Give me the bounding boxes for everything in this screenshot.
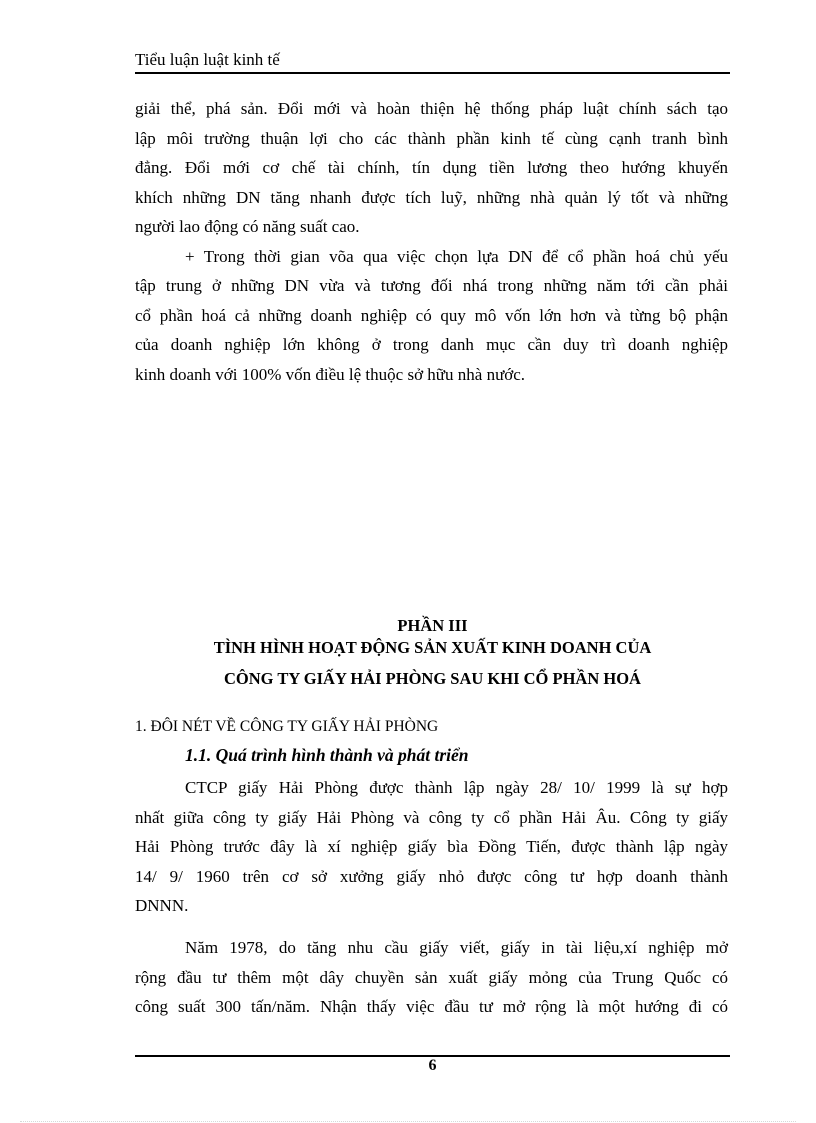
page-edge-divider: [20, 1121, 796, 1122]
text-line: đẳng. Đổi mới cơ chế tài chính, tín dụng tiền lương theo hướng khuyến: [135, 158, 728, 177]
text-line: khích những DN tăng nhanh được tích luỹ, những nhà quản lý tốt và những: [135, 187, 728, 207]
text-line: 14/ 9/ 1960 trên cơ sở xưởng giấy nhỏ được công tư hợp doanh thành: [135, 866, 728, 886]
page-number: 6: [428, 1057, 437, 1074]
paragraph-history: [135, 773, 728, 921]
header-title: Tiểu luận luật kinh tế: [135, 50, 280, 69]
paragraph-reform: [135, 94, 728, 389]
part-label: PHẦN III: [397, 616, 468, 635]
part-title-line-1: TÌNH HÌNH HOẠT ĐỘNG SẢN XUẤT KINH DOANH CỦA: [213, 638, 652, 657]
subsection-heading: 1.1. Quá trình hình thành và phát triển: [185, 745, 469, 765]
text-line: kinh doanh với 100% vốn điều lệ thuộc sở hữu nhà nước.: [135, 364, 526, 384]
text-line: tập trung ở những DN vừa và tương đối nhá trong những năm tới cần phải: [135, 276, 728, 295]
section-heading: 1. ĐÔI NÉT VỀ CÔNG TY GIẤY HẢI PHÒNG: [135, 718, 439, 735]
text-line: CTCP giấy Hải Phòng được thành lập ngày 28/ 10/ 1999 là sự hợp: [185, 778, 728, 797]
text-line: của doanh nghiệp lớn không ở trong danh mục cần duy trì doanh nghiệp: [135, 335, 728, 354]
text-line: công suất 300 tấn/năm. Nhận thấy việc đầu tư mở rộng là một hướng đi có: [135, 997, 728, 1016]
text-line: cổ phần hoá cả những doanh nghiệp có quy mô vốn lớn hơn và từng bộ phận: [135, 305, 728, 325]
text-line: Năm 1978, do tăng nhu cầu giấy viết, giấy in tài liệu,xí nghiệp mở: [185, 938, 728, 957]
text-line: DNNN.: [135, 896, 189, 915]
paragraph-expansion: [135, 933, 728, 1022]
header-divider: [135, 72, 730, 74]
text-line: nhất giữa công ty giấy Hải Phòng và công ty cổ phần Hải Âu. Công ty giấy: [135, 807, 728, 827]
text-line: lập môi trường thuận lợi cho các thành phần kinh tế cùng cạnh tranh bình: [135, 128, 728, 148]
part-title-line-2: CÔNG TY GIẤY HẢI PHÒNG SAU KHI CỔ PHẦN HOÁ: [224, 669, 641, 688]
text-line: Hải Phòng trước đây là xí nghiệp giấy bìa Đồng Tiến, được thành lập ngày: [135, 837, 728, 856]
text-line: giải thể, phá sản. Đổi mới và hoàn thiện hệ thống pháp luật chính sách tạo: [135, 99, 728, 118]
text-line: người lao động có năng suất cao.: [135, 217, 360, 236]
text-line: rộng đầu tư thêm một dây chuyền sản xuất giấy mỏng của Trung Quốc có: [135, 967, 728, 987]
text-line: + Trong thời gian võa qua việc chọn lựa DN để cổ phần hoá chủ yếu: [185, 246, 728, 266]
